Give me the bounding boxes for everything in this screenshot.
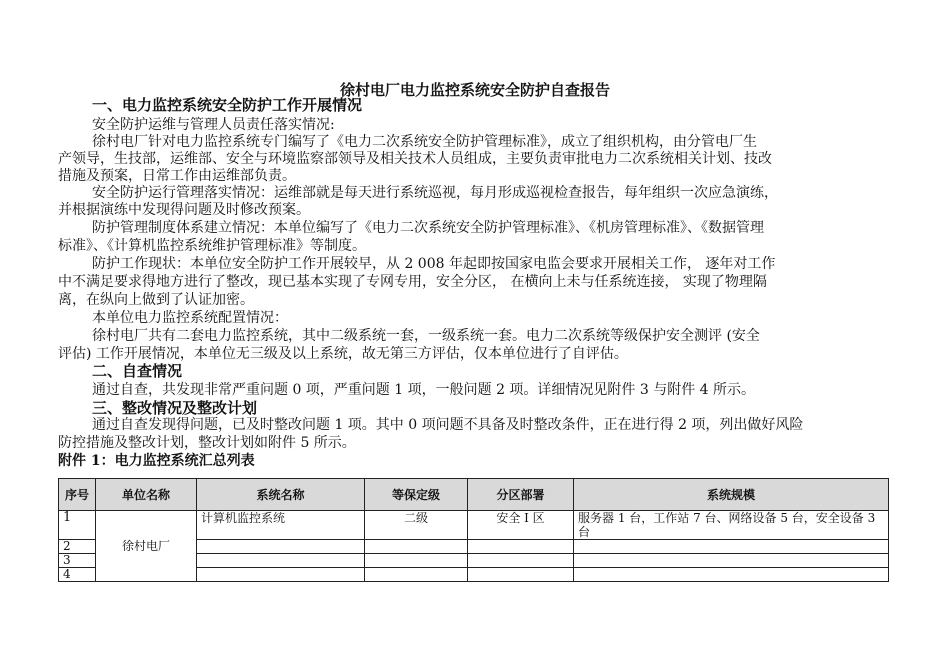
cell-system-name: 计算机监控系统 [197, 511, 365, 540]
section-heading: 一、电力监控系统安全防护工作开展情况 [92, 96, 363, 114]
cell-protection-level: 二级 [365, 511, 468, 540]
body-line: 中不满足要求得地方进行了整改，现已基本实现了专网专用，安全分区， 在横向上未与任系统连接， 实现了物理隔 [58, 274, 767, 290]
header-serial: 序号 [59, 479, 96, 511]
header-unit-name: 单位名称 [96, 479, 197, 511]
body-line: 通过自查发现得问题，已及时整改问题 1 项。其中 0 项问题不具备及时整改条件，正在进行得 2 项，列出做好风险 [92, 417, 804, 433]
body-line: 安全防护运维与管理人员责任落实情况: [92, 117, 335, 133]
body-line: 并根据演练中发现得问题及时修改预案。 [58, 202, 310, 218]
body-line: 防控措施及整改计划，整改计划如附件 5 所示。 [58, 435, 356, 451]
body-line: 产领导，生技部，运维部、安全与环境监察部领导及相关技术人员组成，主要负责审批电力二次系统相关计划、技改 [58, 151, 772, 167]
cell-serial: 2 [59, 540, 96, 554]
body-line: 标准》、《计算机监控系统维护管理标准》等制度。 [58, 238, 366, 254]
body-line: 评估) 工作开展情况，本单位无三级及以上系统，故无第三方评估，仅本单位进行了自评估。 [58, 346, 628, 362]
cell-system-scale [574, 540, 889, 554]
header-protection-level: 等保定级 [365, 479, 468, 511]
table-row [59, 511, 889, 540]
attachment-caption: 附件 1：电力监控系统汇总列表 [58, 453, 255, 469]
body-line: 安全防护运行管理落实情况：运维部就是每天进行系统巡视，每月形成巡视检查报告，每年组织一次应急演练， [92, 185, 778, 201]
body-line: 通过自查，共发现非常严重问题 0 项，严重问题 1 项，一般问题 2 项。详细情况见附件 3 与附件 4 所示。 [92, 382, 756, 398]
cell-zone [468, 568, 574, 582]
report-title: 徐村电厂电力监控系统安全防护自查报告 [339, 81, 610, 99]
cell-zone: 安全 I 区 [468, 511, 574, 540]
cell-zone [468, 554, 574, 568]
header-zone: 分区部署 [468, 479, 574, 511]
cell-protection-level [365, 540, 468, 554]
cell-serial: 1 [59, 511, 96, 540]
body-line: 措施及预案，日常工作由运维部负责。 [58, 168, 296, 184]
cell-system-name [197, 554, 365, 568]
header-system-name: 系统名称 [197, 479, 365, 511]
cell-protection-level [365, 568, 468, 582]
body-line: 本单位电力监控系统配置情况： [92, 310, 288, 326]
cell-zone [468, 540, 574, 554]
cell-serial: 4 [59, 568, 96, 582]
cell-system-scale [574, 554, 889, 568]
section-heading: 二、自查情况 [92, 362, 183, 380]
cell-system-scale: 服务器 1 台，工作站 7 台、网络设备 5 台，安全设备 3 台 [574, 511, 889, 540]
cell-protection-level [365, 554, 468, 568]
cell-unit-name: 徐村电厂 [96, 511, 197, 582]
cell-serial: 3 [59, 554, 96, 568]
body-line: 徐村电厂共有二套电力监控系统，其中二级系统一套，一级系统一套。电力二次系统等级保护安全测评 (安全 [92, 328, 760, 344]
cell-system-name [197, 568, 365, 582]
cell-system-name [197, 540, 365, 554]
table-header-row [59, 479, 889, 511]
system-summary-table [58, 478, 889, 582]
body-line: 防护管理制度体系建立情况：本单位编写了《电力二次系统安全防护管理标准》、《机房管理标准》、《数据管理 [92, 220, 764, 236]
body-line: 徐村电厂针对电力监控系统专门编写了《电力二次系统安全防护管理标准》，成立了组织机构，由分管电厂生 [92, 134, 757, 150]
cell-system-scale [574, 568, 889, 582]
body-line: 防护工作现状：本单位安全防护工作开展较早，从 2 008 年起即按国家电监会要求开展相关工作， 逐年对工作 [92, 256, 776, 272]
body-line: 离，在纵向上做到了认证加密。 [58, 292, 254, 308]
section-heading: 三、整改情况及整改计划 [92, 399, 258, 417]
header-system-scale: 系统规模 [574, 479, 889, 511]
